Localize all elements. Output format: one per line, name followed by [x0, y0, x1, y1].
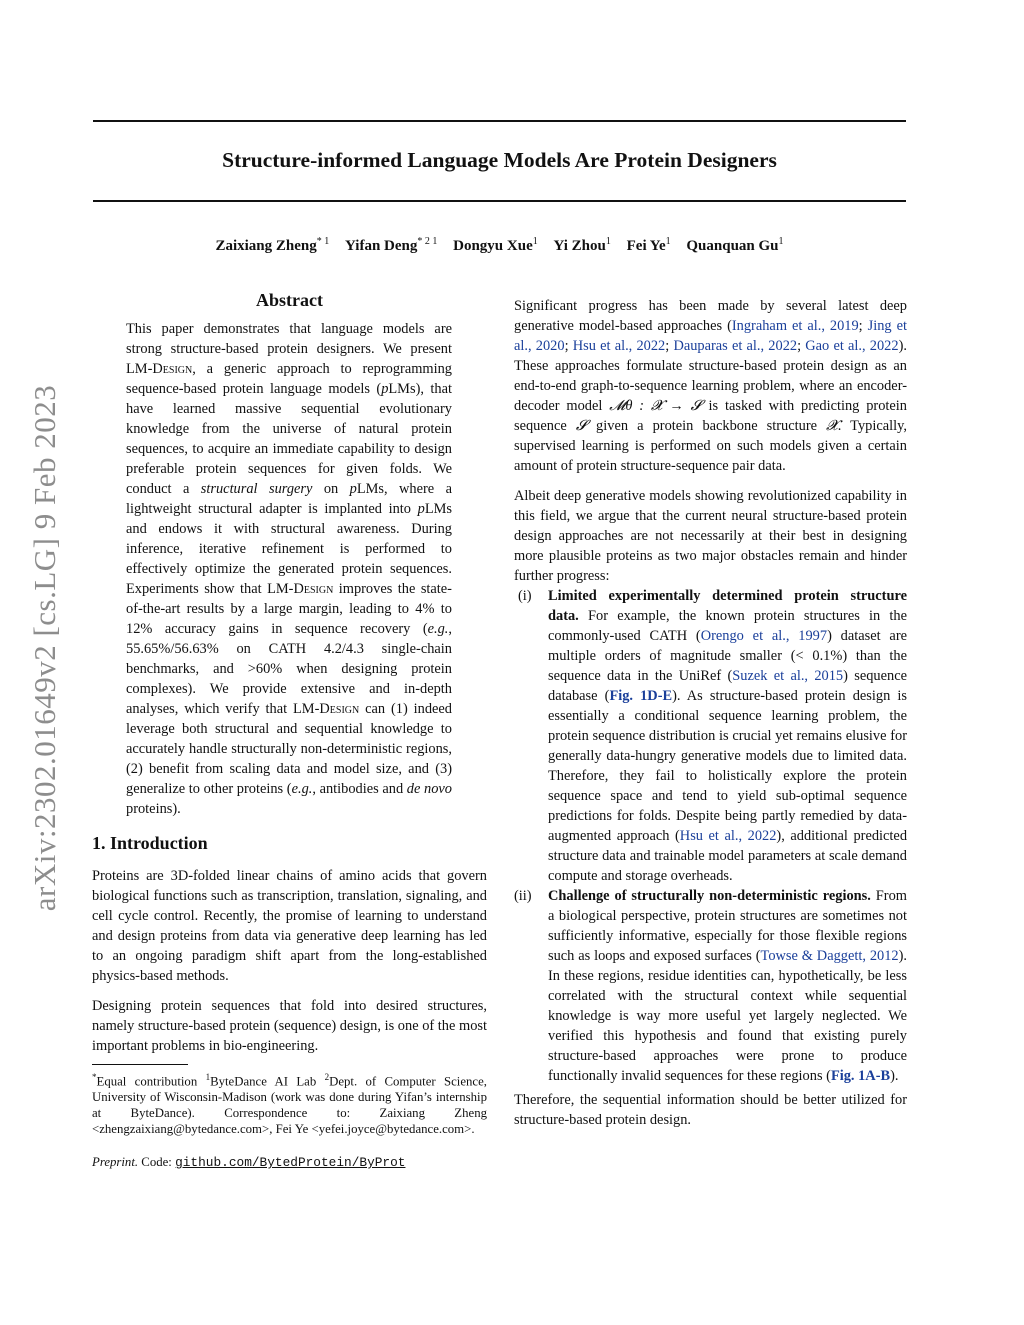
obstacle-list: [514, 586, 907, 1086]
author: Yi Zhou$^1$: [553, 236, 611, 254]
citation-link[interactable]: Towse & Daggett, 2012: [760, 948, 899, 964]
citation-link[interactable]: Ingraham et al., 2019: [731, 318, 859, 334]
author: Dongyu Xue$^1$: [453, 236, 538, 254]
abstract-heading: Abstract: [256, 290, 323, 310]
code-repo-link[interactable]: github.com/BytedProtein/ByProt: [175, 1155, 406, 1171]
citation-link[interactable]: Gao et al., 2022: [805, 338, 899, 354]
intro-paragraph: Proteins are 3D-folded linear chains of amino acids that govern biological functions such as transcription, translation, signaling, and cell cycle control. Recently, the promise of learning to understand and design proteins from data via generative deep learning has led to an ongoing paradigm shift apart from the long-established physics-based methods.: [92, 868, 487, 984]
footnote: *Equal contribution $^1$ByteDance AI Lab $^2$Dept. of Computer Science, University of Wisconsin-Madison (work was done during Yifan’s internship at ByteDance). Correspondence to: Zaixiang Zheng <zhengzaixiang@bytedance.com>, Fei Ye <yefei.joyce@bytedance.com>.: [92, 1072, 487, 1137]
footnote-rule: [92, 1064, 188, 1065]
preprint-line: Preprint. Code: github.com/BytedProtein/ByProt: [92, 1155, 406, 1171]
title-rule-top: [93, 120, 906, 122]
citation-link[interactable]: Dauparas et al., 2022: [673, 338, 798, 354]
abstract-body: This paper demonstrates that language models are strong structure-based protein designers. We present LM-Design, a generic approach to reprogramming sequence-based protein language models (pLMs), that have learned massive sequential evolutionary knowledge from the universe of natural protein sequences, to acquire an immediate capability to design preferable protein sequences for given folds. We conduct a structural surgery on pLMs, where a lightweight structural adapter is implanted into pLMs and endows it with structural awareness. During inference, iterative refinement is performed to effectively optimize the generated protein sequences. Experiments show that LM-Design improves the state-of-the-art results by a large margin, leading to 4% to 12% accuracy gains in sequence recovery (e.g., 55.65%/56.63% on CATH 4.2/4.3 single-chain benchmarks, and >60% when designing protein complexes). We provide extensive and in-depth analyses, which verify that LM-Design can (1) indeed leverage both structural and sequential knowledge to accurately handle structurally non-deterministic regions, (2) benefit from scaling data and model size, and (3) generalize to other proteins (e.g., antibodies and de novo proteins).: [126, 321, 452, 817]
figure-link[interactable]: Fig. 1A-B: [830, 1068, 891, 1084]
list-item: (i) Limited experimentally determined protein structure data. For example, the known protein structures in the commonly-used CATH (Orengo et al., 1997) dataset are multiple orders of magnitude smaller (< 0.1%) than the sequence data in the UniRef (Suzek et al., 2015) sequence database (Fig. 1D-E). As structure-based protein design is essentially a conditional sequence learning problem, the protein sequence distribution is crucial yet remains elusive for generally data-hungry generative models due to limited data. Therefore, they fail to holistically explore the protein sequence space and tend to yield sub-optimal sequence predictions for folds. Despite being partly remedied by data-augmented approach (Hsu et al., 2022), additional predicted structure data and trainable model parameters at scale demand compute and storage overheads.: [518, 588, 908, 884]
author-list: [93, 236, 906, 255]
left-column: [92, 290, 487, 1170]
author: Yifan Deng$^{* 2 1}$: [345, 236, 438, 254]
right-column: [514, 296, 907, 1130]
citation-link[interactable]: Suzek et al., 2015: [732, 668, 844, 684]
citation-link[interactable]: Hsu et al., 2022: [679, 828, 777, 844]
body-paragraph: Significant progress has been made by several latest deep generative model-based approaches (Ingraham et al., 2019; Jing et al., 2020; Hsu et al., 2022; Dauparas et al., 2022; Gao et al., 2022). These approaches formulate structure-based protein design as an end-to-end graph-to-sequence learning problem, where an encoder-decoder model 𝓜θ : 𝓧 → 𝓢 is tasked with predicting protein sequence 𝓢 given a protein backbone structure 𝓧. Typically, supervised learning is performed on such models given a certain amount of protein structure-sequence pair data.: [514, 298, 907, 474]
paper-title: Structure-informed Language Models Are Protein Designers: [222, 148, 777, 172]
body-paragraph: Albeit deep generative models showing revolutionized capability in this field, we argue that the current neural structure-based protein design approaches are not necessarily at their best in designing more plausible proteins as two major obstacles remain and hinder further progress:: [514, 488, 907, 584]
title-rule-bottom: [93, 200, 906, 202]
citation-link[interactable]: Orengo et al., 1997: [700, 628, 828, 644]
intro-paragraph: Designing protein sequences that fold into desired structures, namely structure-based protein (sequence) design, is one of the most important problems in bio-engineering.: [92, 998, 487, 1054]
list-item: (ii) Challenge of structurally non-deterministic regions. From a biological perspective, protein structures are sometimes not sufficiently informative, especially for those flexible regions such as loops and exposed surfaces (Towse & Daggett, 2012). In these regions, residue identities can, hypothetically, be less correlated with the structural context while sequential knowledge is way more useful yet largely neglected. We verified this hypothesis and found that existing purely structure-based approaches were prone to produce functionally invalid sequences for these regions (Fig. 1A-B).: [514, 888, 907, 1084]
author: Quanquan Gu$^1$: [686, 236, 784, 254]
citation-link[interactable]: Hsu et al., 2022: [572, 338, 666, 354]
citation-link[interactable]: Jing et al., 2020: [514, 318, 907, 354]
author: Zaixiang Zheng$^{* 1}$: [215, 236, 330, 254]
body-paragraph: Therefore, the sequential information should be better utilized for structure-based protein design.: [514, 1092, 907, 1128]
author: Fei Ye$^1$: [626, 236, 671, 254]
figure-link[interactable]: Fig. 1D-E: [609, 688, 673, 704]
section-heading-introduction: 1. Introduction: [92, 833, 208, 853]
arxiv-identifier-stamp: arXiv:2302.01649v2 [cs.LG] 9 Feb 2023: [27, 384, 62, 912]
